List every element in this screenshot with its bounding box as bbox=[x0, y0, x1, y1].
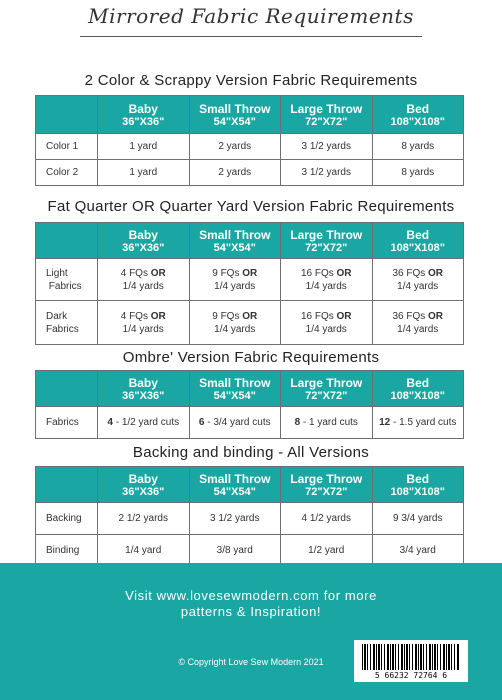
table-cell: 12 - 1.5 yard cuts bbox=[372, 407, 464, 439]
row-label: Fabrics bbox=[36, 407, 98, 439]
header-bed: Bed 108"X108" bbox=[372, 223, 464, 259]
table-header-row bbox=[36, 371, 464, 407]
table-cell: 3 1/2 yards bbox=[189, 503, 281, 535]
row-label: Dark Fabrics bbox=[36, 301, 98, 345]
row-label: Backing bbox=[36, 503, 98, 535]
table-cell: 9 FQs OR 1/4 yards bbox=[189, 301, 281, 345]
table-cell: 4 FQs OR 1/4 yards bbox=[98, 301, 190, 345]
table-cell: 16 FQs OR 1/4 yards bbox=[281, 301, 373, 345]
section-heading-fat-quarter: Fat Quarter OR Quarter Yard Version Fabric Requirements bbox=[47, 198, 455, 215]
header-corner bbox=[36, 223, 98, 259]
table-cell: 8 yards bbox=[372, 160, 464, 186]
section-heading-ombre: Ombre' Version Fabric Requirements bbox=[122, 349, 380, 366]
visit-line-2: patterns & Inspiration! bbox=[180, 604, 322, 619]
visit-line-1: Visit www.lovesewmodern.com for more bbox=[125, 588, 377, 603]
row-label: Binding bbox=[36, 535, 98, 567]
table-cell: 2 yards bbox=[189, 160, 281, 186]
row-label: Light Fabrics bbox=[36, 259, 98, 301]
table-cell: 36 FQs OR 1/4 yards bbox=[372, 301, 464, 345]
table-cell: 4 1/2 yards bbox=[281, 503, 373, 535]
section-heading-two-color: 2 Color & Scrappy Version Fabric Requirements bbox=[84, 72, 418, 89]
table-cell: 1 yard bbox=[98, 160, 190, 186]
header-small-throw: Small Throw 54"X54" bbox=[189, 467, 281, 503]
table-row bbox=[36, 407, 464, 439]
table-header-row bbox=[36, 223, 464, 259]
header-baby: Baby 36"X36" bbox=[98, 96, 190, 134]
barcode-bars bbox=[362, 644, 460, 670]
header-bed: Bed 108"X108" bbox=[372, 371, 464, 407]
visit-website-text bbox=[0, 588, 502, 620]
header-large-throw: Large Throw 72"X72" bbox=[281, 371, 373, 407]
page-title: Mirrored Fabric Requirements bbox=[88, 4, 414, 28]
table-cell: 8 - 1 yard cuts bbox=[281, 407, 373, 439]
table-row bbox=[36, 503, 464, 535]
header-corner bbox=[36, 467, 98, 503]
table-cell: 8 yards bbox=[372, 134, 464, 160]
header-small-throw: Small Throw 54"X54" bbox=[189, 371, 281, 407]
table-cell: 16 FQs OR 1/4 yards bbox=[281, 259, 373, 301]
backing-binding-table bbox=[35, 466, 464, 567]
table-row bbox=[36, 535, 464, 567]
table-cell: 1/2 yard bbox=[281, 535, 373, 567]
header-baby: Baby 36"X36" bbox=[98, 371, 190, 407]
row-label: Color 1 bbox=[36, 134, 98, 160]
table-cell: 3 1/2 yards bbox=[281, 134, 373, 160]
fat-quarter-table bbox=[35, 222, 464, 345]
ombre-table bbox=[35, 370, 464, 439]
title-underline bbox=[80, 36, 422, 37]
table-cell: 1 yard bbox=[98, 134, 190, 160]
header-bed: Bed 108"X108" bbox=[372, 96, 464, 134]
table-row bbox=[36, 259, 464, 301]
header-baby: Baby 36"X36" bbox=[98, 223, 190, 259]
table-header-row bbox=[36, 467, 464, 503]
table-cell: 36 FQs OR 1/4 yards bbox=[372, 259, 464, 301]
barcode bbox=[354, 640, 468, 682]
table-cell: 2 1/2 yards bbox=[98, 503, 190, 535]
two-color-table bbox=[35, 95, 464, 186]
table-cell: 3/8 yard bbox=[189, 535, 281, 567]
table-cell: 9 FQs OR 1/4 yards bbox=[189, 259, 281, 301]
section-heading-backing-binding: Backing and binding - All Versions bbox=[132, 444, 370, 461]
header-corner bbox=[36, 371, 98, 407]
table-cell: 2 yards bbox=[189, 134, 281, 160]
table-row bbox=[36, 160, 464, 186]
header-small-throw: Small Throw 54"X54" bbox=[189, 223, 281, 259]
table-cell: 1/4 yard bbox=[98, 535, 190, 567]
copyright-text: © Copyright Love Sew Modern 2021 bbox=[178, 657, 324, 667]
table-row bbox=[36, 301, 464, 345]
table-cell: 4 - 1/2 yard cuts bbox=[98, 407, 190, 439]
header-large-throw: Large Throw 72"X72" bbox=[281, 467, 373, 503]
table-cell: 4 FQs OR 1/4 yards bbox=[98, 259, 190, 301]
row-label: Color 2 bbox=[36, 160, 98, 186]
table-cell: 9 3/4 yards bbox=[372, 503, 464, 535]
table-cell: 6 - 3/4 yard cuts bbox=[189, 407, 281, 439]
table-header-row bbox=[36, 96, 464, 134]
header-bed: Bed 108"X108" bbox=[372, 467, 464, 503]
table-cell: 3/4 yard bbox=[372, 535, 464, 567]
header-small-throw: Small Throw 54"X54" bbox=[189, 96, 281, 134]
header-corner bbox=[36, 96, 98, 134]
table-cell: 3 1/2 yards bbox=[281, 160, 373, 186]
header-large-throw: Large Throw 72"X72" bbox=[281, 223, 373, 259]
header-baby: Baby 36"X36" bbox=[98, 467, 190, 503]
header-large-throw: Large Throw 72"X72" bbox=[281, 96, 373, 134]
barcode-number: 5 66232 72764 6 bbox=[374, 671, 448, 680]
table-row bbox=[36, 134, 464, 160]
